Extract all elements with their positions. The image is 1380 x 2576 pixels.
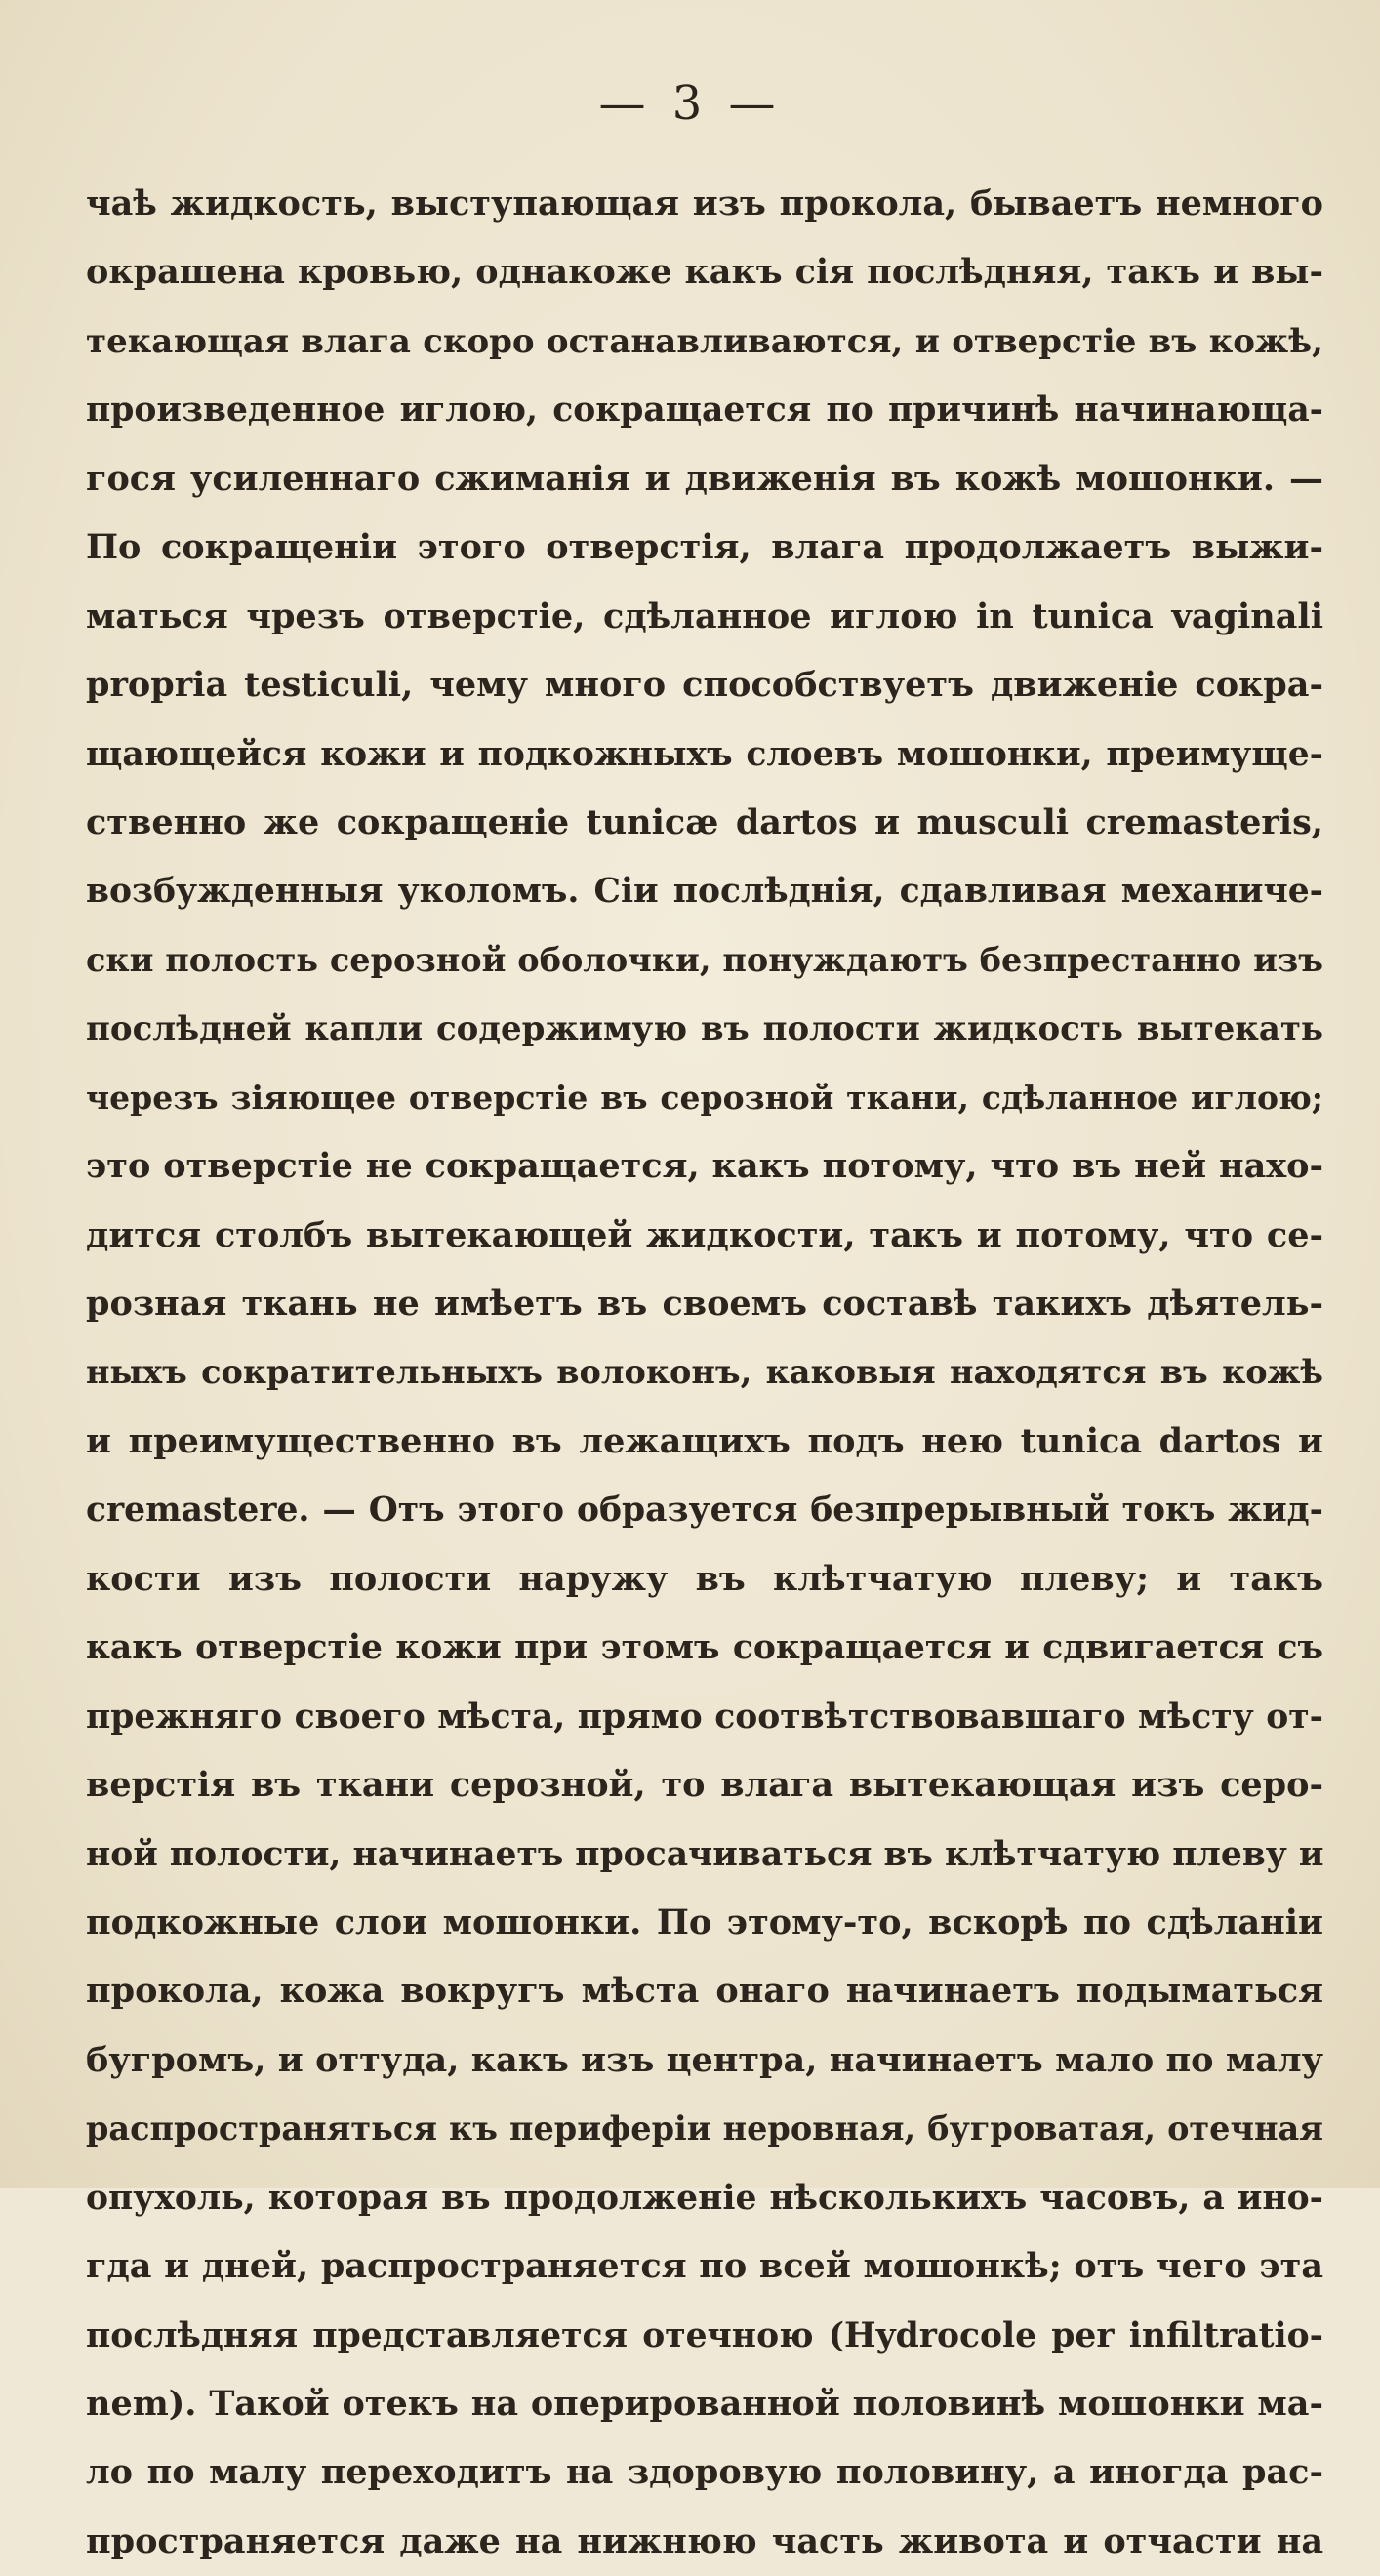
- text-line: и преимущественно въ лежащихъ подъ нею tunica dartos и: [86, 1420, 1323, 1461]
- text-line: черезъ зіяющее отверстіе въ серозной ткани, сдѣланное иглою;: [86, 1078, 1323, 1117]
- text-line: верстія въ ткани серозной, то влага вытекающая изъ серо-: [86, 1765, 1323, 1806]
- text-line: произведенное иглою, сокращается по причинѣ начинающа-: [86, 390, 1323, 430]
- text-line: дится столбъ вытекающей жидкости, такъ и потому, что се-: [86, 1214, 1323, 1255]
- text-line: По сокращеніи этого отверстія, влага продолжаетъ выжи-: [86, 527, 1323, 568]
- text-line: послѣдняя представляется отечною (Hydrocole per infiltratio-: [86, 2315, 1323, 2355]
- text-line: какъ отверстіе кожи при этомъ сокращается и сдвигается съ: [86, 1628, 1323, 1668]
- text-line: гда и дней, распространяется по всей мошонкѣ; отъ чего эта: [86, 2246, 1323, 2287]
- text-line: подкожные слои мошонки. По этому-то, вскорѣ по сдѣланіи: [86, 1901, 1323, 1942]
- text-line: послѣдней капли содержимую въ полости жидкость вытекать: [86, 1009, 1323, 1049]
- text-line: текающая влага скоро останавливаются, и отверстіе въ кожѣ,: [86, 321, 1323, 361]
- text-line: окрашена кровью, однакоже какъ сія послѣдняя, такъ и вы-: [86, 252, 1323, 293]
- text-line: ныхъ сократительныхъ волоконъ, каковыя находятся въ кожѣ: [86, 1353, 1323, 1392]
- text-line: ной полости, начинаетъ просачиваться въ клѣтчатую плеву и: [86, 1834, 1323, 1874]
- text-line: бугромъ, и оттуда, какъ изъ центра, начинаетъ мало по малу: [86, 2039, 1323, 2080]
- text-line: прежняго своего мѣста, прямо соотвѣтствовавшаго мѣсту от-: [86, 1697, 1323, 1737]
- text-line: гося усиленнаго сжиманія и движенія въ кожѣ мошонки. —: [86, 458, 1323, 499]
- body-text: [86, 170, 1323, 2576]
- text-line: маться чрезъ отверстіе, сдѣланное иглою in tunica vaginali: [86, 595, 1323, 636]
- text-line: щающейся кожи и подкожныхъ слоевъ мошонки, преимуще-: [86, 734, 1323, 774]
- text-line: возбужденныя уколомъ. Сіи послѣднія, сдавливая механиче-: [86, 872, 1323, 912]
- text-line: распространяться къ периферіи неровная, бугроватая, отечная: [86, 2109, 1323, 2148]
- text-line: кости изъ полости наружу въ клѣтчатую плеву; и такъ: [86, 1558, 1323, 1599]
- text-line: опухоль, которая въ продолженіе нѣсколькихъ часовъ, а ино-: [86, 2178, 1323, 2218]
- text-line: прокола, кожа вокругъ мѣста онаго начинаетъ подыматься: [86, 1971, 1323, 2012]
- text-line: propria testiculi, чему много способствуетъ движеніе сокра-: [86, 665, 1323, 706]
- text-line: nem). Такой отекъ на оперированной половинѣ мошонки ма-: [86, 2384, 1323, 2424]
- text-line: ло по малу переходитъ на здоровую половину, а иногда рас-: [86, 2452, 1323, 2493]
- page-number: — 3 —: [598, 76, 782, 131]
- text-line: розная ткань не имѣетъ въ своемъ составѣ такихъ дѣятель-: [86, 1284, 1323, 1324]
- text-line: ственно же сокращеніе tunicæ dartos и musculi cremasteris,: [86, 801, 1323, 842]
- text-line: ски полость серозной оболочки, понуждаютъ безпрестанно изъ: [86, 940, 1323, 979]
- text-line: пространяется даже на нижнюю часть живота и отчасти на: [86, 2520, 1323, 2561]
- text-line: cremastere. — Отъ этого образуется безпрерывный токъ жид-: [86, 1491, 1323, 1531]
- text-line: чаѣ жидкость, выступающая изъ прокола, бываетъ немного: [86, 184, 1323, 224]
- text-line: это отверстіе не сокращается, какъ потому, что въ ней нахо-: [86, 1146, 1323, 1187]
